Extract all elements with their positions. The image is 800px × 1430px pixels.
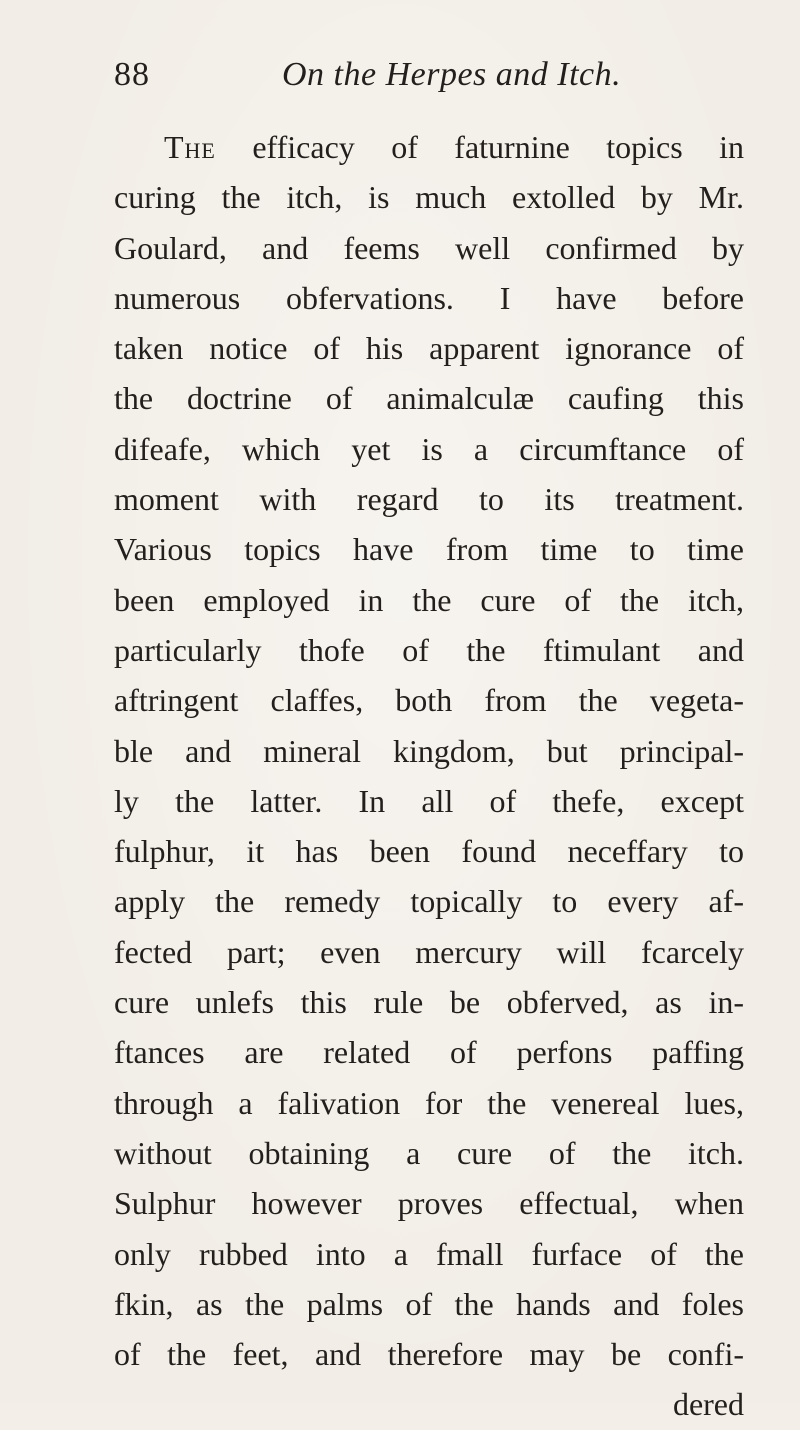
text-line: the doctrine of animalculæ caufing this bbox=[114, 380, 744, 417]
text-line: Various topics have from time to time bbox=[114, 531, 744, 568]
text-line: ly the latter. In all of thefe, except bbox=[114, 782, 744, 819]
text-line: fulphur, it has been found neceffary to bbox=[114, 833, 744, 870]
text-line: curing the itch, is much extolled by Mr. bbox=[114, 179, 744, 216]
text-line: without obtaining a cure of the itch. bbox=[114, 1134, 744, 1171]
text-line: only rubbed into a fmall furface of the bbox=[114, 1235, 744, 1272]
running-head bbox=[114, 52, 734, 98]
text-line: difeafe, which yet is a circumftance of bbox=[114, 430, 744, 467]
text-line: fkin, as the palms of the hands and foles bbox=[114, 1285, 744, 1322]
text-line: moment with regard to its treatment. bbox=[114, 481, 744, 518]
text-line: cure unlefs this rule be obferved, as in- bbox=[114, 984, 744, 1021]
text-line: taken notice of his apparent ignorance of bbox=[114, 330, 744, 367]
lead-word: The bbox=[164, 129, 216, 165]
text-line: numerous obfervations. I have before bbox=[114, 279, 744, 316]
text-line: of the feet, and therefore may be confi- bbox=[114, 1336, 744, 1373]
page-number: 88 bbox=[114, 56, 150, 93]
text-line: particularly thofe of the ftimulant and bbox=[114, 631, 744, 668]
text-line-1-rest: efficacy of faturnine topics in bbox=[252, 129, 745, 165]
text-line: fected part; even mercury will fcarcely bbox=[114, 933, 744, 970]
text-line: Sulphur however proves effectual, when bbox=[114, 1185, 744, 1222]
body-paragraph bbox=[114, 122, 744, 1430]
text-line-1 bbox=[114, 122, 744, 172]
text-line: through a falivation for the venereal lues, bbox=[114, 1084, 744, 1121]
running-head-title: On the Herpes and Itch. bbox=[282, 56, 622, 93]
text-line: Goulard, and feems well confirmed by bbox=[114, 229, 744, 266]
text-line: ftances are related of perfons paffing bbox=[114, 1034, 744, 1071]
text-line: ble and mineral kingdom, but principal- bbox=[114, 732, 744, 769]
text-line: been employed in the cure of the itch, bbox=[114, 581, 744, 618]
text-line: aftringent claffes, both from the vegeta- bbox=[114, 682, 744, 719]
catchword: dered bbox=[672, 1386, 744, 1423]
text-line: apply the remedy topically to every af- bbox=[114, 883, 744, 920]
